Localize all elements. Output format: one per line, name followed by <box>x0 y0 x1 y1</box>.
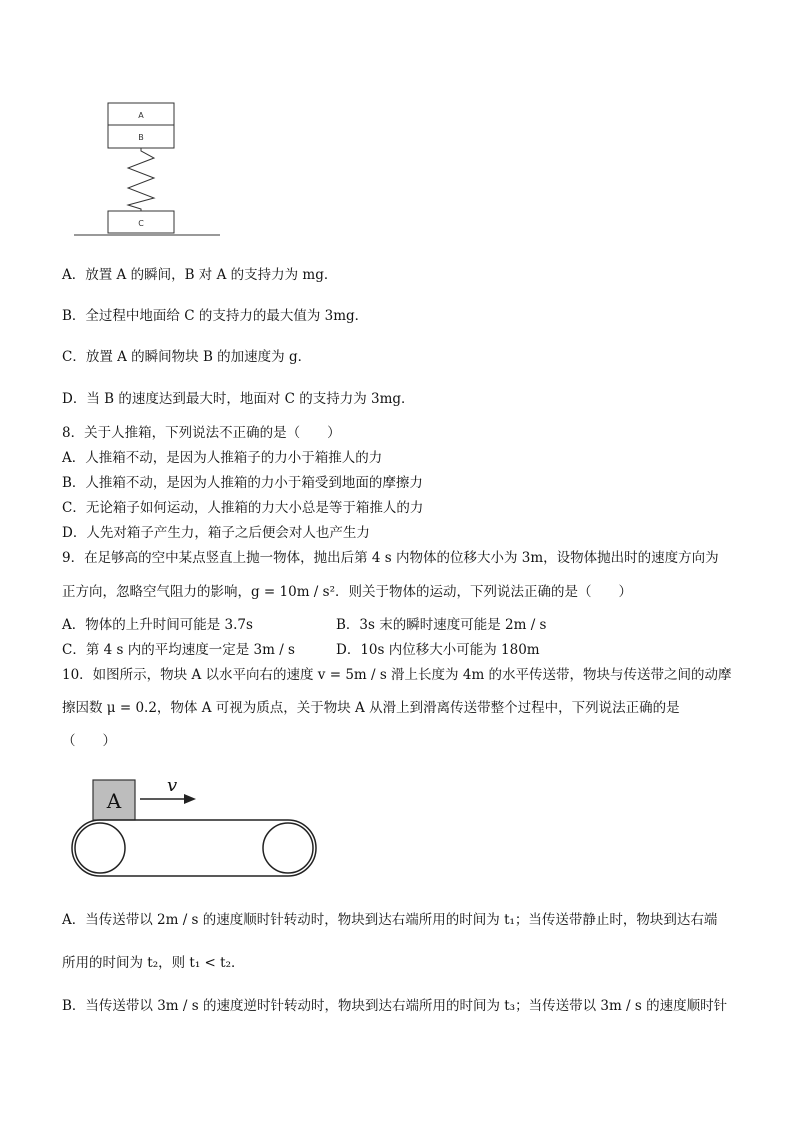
q9-option-a: A．物体的上升时间可能是 3.7s <box>62 617 253 633</box>
spring-blocks-figure <box>70 98 230 240</box>
q9-option-d: D．10s 内位移大小可能为 180m <box>336 642 540 658</box>
q8-stem: 8．关于人推箱，下列说法不正确的是（ ） <box>62 425 341 441</box>
block-b-label: B <box>138 133 144 142</box>
block-a-label: A <box>138 111 144 120</box>
velocity-arrow-head <box>184 794 196 804</box>
q9-stem-line1: 9．在足够高的空中某点竖直上抛一物体，抛出后第 4 s 内物体的位移大小为 3m，设物体抛出时的速度方向为 <box>62 550 719 566</box>
conveyor-block-a-label: A <box>106 789 122 813</box>
q8-option-c: C．无论箱子如何运动，人推箱的力大小总是等于箱推人的力 <box>62 500 424 516</box>
spring <box>128 148 154 211</box>
q8-option-b: B．人推箱不动，是因为人推箱的力小于箱受到地面的摩擦力 <box>62 475 423 491</box>
q9-stem-line2: 正方向，忽略空气阻力的影响，g = 10m / s²．则关于物体的运动，下列说法正确的是（ ） <box>62 584 632 600</box>
q8-option-d: D．人先对箱子产生力，箱子之后便会对人也产生力 <box>62 525 370 541</box>
q10-option-b-line1: B．当传送带以 3m / s 的速度逆时针转动时，物块到达右端所用的时间为 t₃；当传送带以 3m / s 的速度顺时针 <box>62 998 728 1014</box>
q10-stem-line2: 擦因数 μ = 0.2，物体 A 可视为质点，关于物块 A 从滑上到滑离传送带整个过程中，下列说法正确的是 <box>62 700 680 716</box>
q9-option-b: B．3s 末的瞬时速度可能是 2m / s <box>336 617 547 633</box>
q7-option-d: D．当 B 的速度达到最大时，地面对 C 的支持力为 3mg． <box>62 391 415 407</box>
conveyor-belt-figure <box>70 772 330 884</box>
left-roller <box>75 823 125 873</box>
q8-option-a: A．人推箱不动，是因为人推箱子的力小于箱推人的力 <box>62 450 383 466</box>
q7-option-c: C．放置 A 的瞬间物块 B 的加速度为 g． <box>62 349 312 365</box>
velocity-label: v <box>167 775 178 796</box>
right-roller <box>263 823 313 873</box>
q10-option-a-line2: 所用的时间为 t₂，则 t₁ < t₂． <box>62 955 245 971</box>
q9-option-c: C．第 4 s 内的平均速度一定是 3m / s <box>62 642 295 658</box>
q7-option-a: A．放置 A 的瞬间，B 对 A 的支持力为 mg． <box>62 267 338 283</box>
q10-stem-line1: 10．如图所示，物块 A 以水平向右的速度 v = 5m / s 滑上长度为 4m 的水平传送带，物块与传送带之间的动摩 <box>62 667 732 683</box>
block-c-label: C <box>138 219 144 228</box>
q10-stem-line3: （ ） <box>62 733 116 749</box>
q7-option-b: B．全过程中地面给 C 的支持力的最大值为 3mg． <box>62 308 369 324</box>
q10-option-a-line1: A．当传送带以 2m / s 的速度顺时针转动时，物块到达右端所用的时间为 t₁；当传送带静止时，物块到达右端 <box>62 912 718 928</box>
